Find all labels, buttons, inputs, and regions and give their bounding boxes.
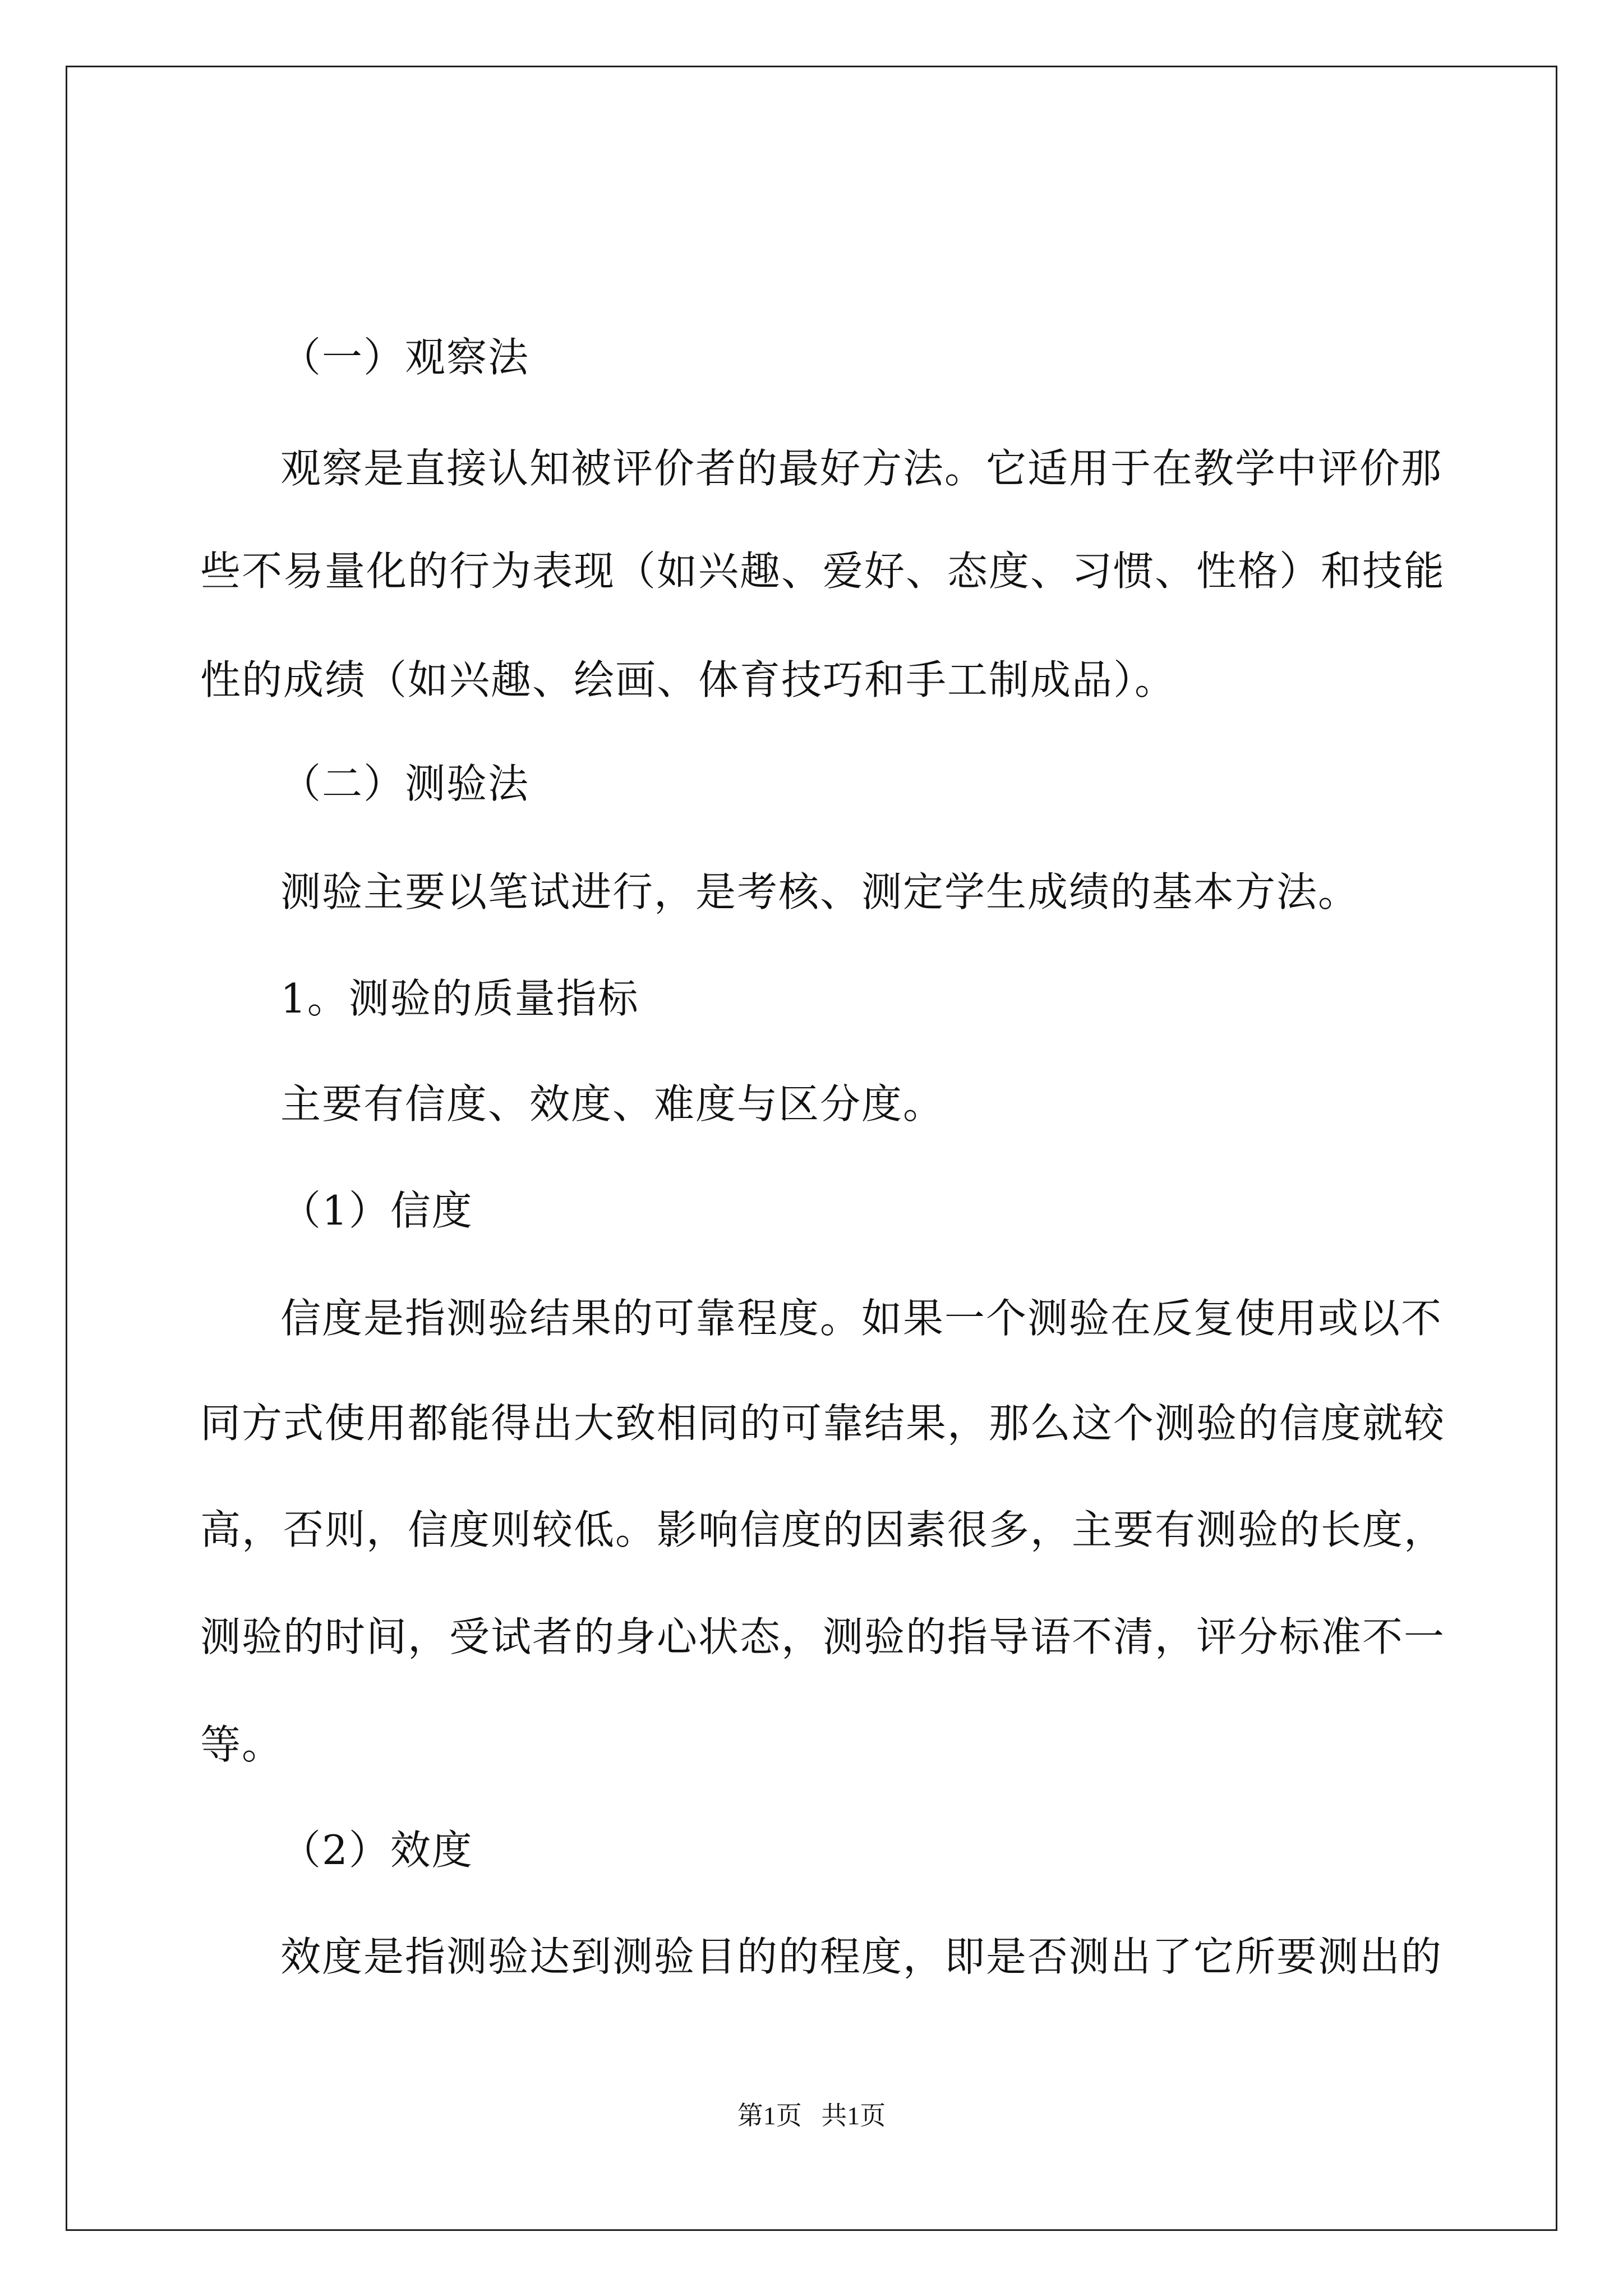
paragraph-line: 些不易量化的行为表现（如兴趣、爱好、态度、习惯、性格）和技能 <box>200 547 1446 595</box>
paragraph-line: 主要有信度、效度、难度与区分度。 <box>280 1080 945 1128</box>
paragraph-line: 信度是指测验结果的可靠程度。如果一个测验在反复使用或以不 <box>280 1295 1443 1342</box>
section-heading-test: （二）测验法 <box>280 760 530 807</box>
paragraph-line: 测验的时间，受试者的身心状态，测验的指导语不清，评分标准不一 <box>200 1613 1446 1660</box>
paragraph-line: 测验主要以笔试进行，是考核、测定学生成绩的基本方法。 <box>280 868 1360 915</box>
item-heading-reliability: （1）信度 <box>280 1187 473 1234</box>
paragraph-line: 同方式使用都能得出大致相同的可靠结果，那么这个测验的信度就较 <box>200 1400 1446 1447</box>
section-heading-observation: （一）观察法 <box>280 334 530 381</box>
paragraph-line: 等。 <box>200 1721 284 1768</box>
paragraph-line: 观察是直接认知被评价者的最好方法。它适用于在教学中评价那 <box>280 445 1443 492</box>
page-border <box>66 66 1557 2231</box>
page-footer: 第1页 共1页 <box>737 2101 886 2130</box>
subheading-quality-indicators: 1。测验的质量指标 <box>280 975 639 1022</box>
item-heading-validity: （2）效度 <box>280 1826 473 1874</box>
paragraph-line: 高，否则，信度则较低。影响信度的因素很多，主要有测验的长度， <box>200 1506 1446 1553</box>
paragraph-line: 性的成绩（如兴趣、绘画、体育技巧和手工制成品）。 <box>200 656 1177 703</box>
paragraph-line: 效度是指测验达到测验目的的程度，即是否测出了它所要测出的 <box>280 1933 1443 1980</box>
